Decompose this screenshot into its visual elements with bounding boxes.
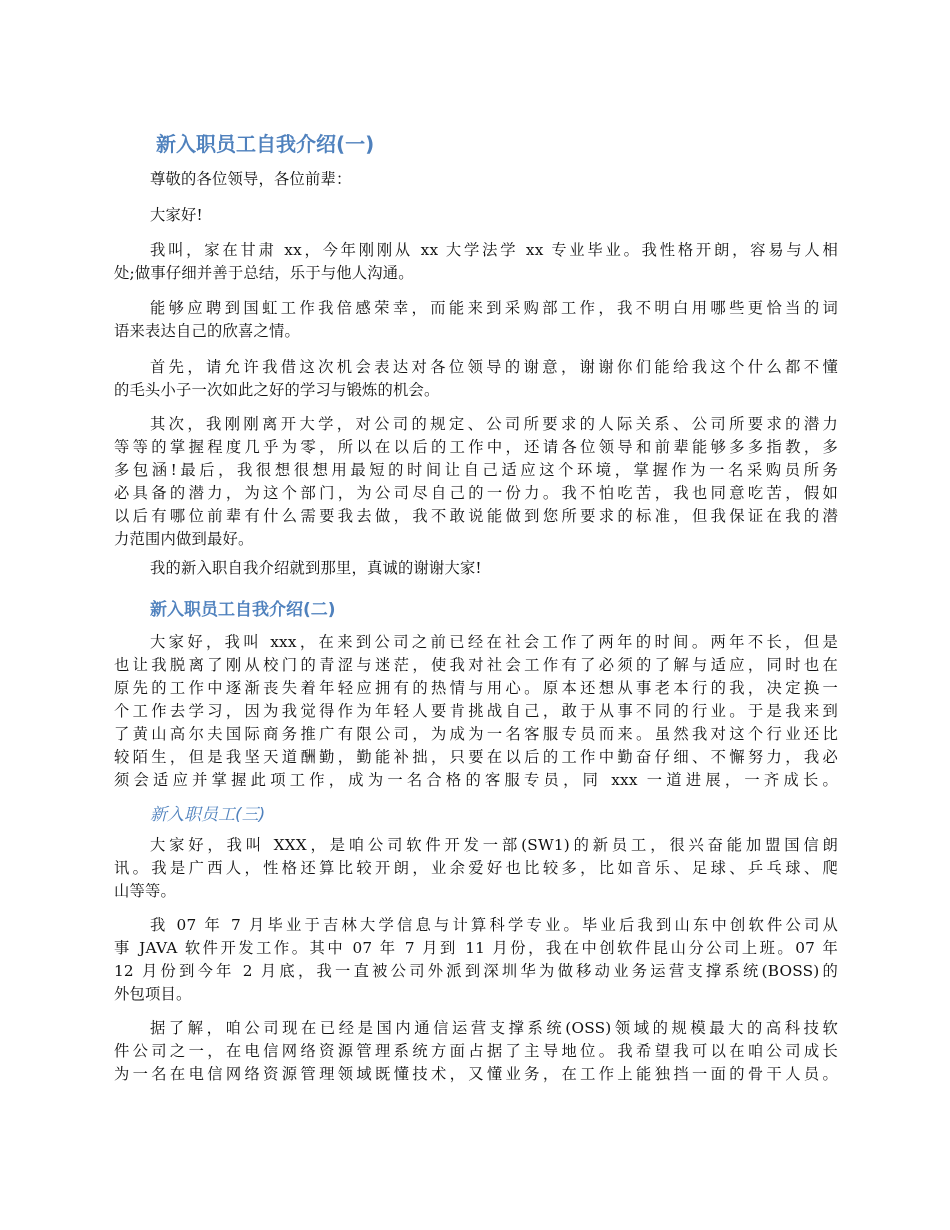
text-line: 外包项目。	[114, 985, 192, 1003]
text-line: 大家好!	[150, 206, 203, 224]
text-line: 以后有哪位前辈有什么需要我去做，我不敢说能做到您所要求的标准，但我保证在我的潜	[114, 507, 838, 525]
text-line: 我 07 年 7 月毕业于吉林大学信息与计算科学专业。毕业后我到山东中创软件公司从	[150, 916, 838, 934]
section-heading-2: 新入职员工自我介绍(二)	[150, 600, 336, 620]
text-line: 我的新入职自我介绍就到那里，真诚的谢谢大家!	[150, 559, 482, 577]
text-line: 处;做事仔细并善于总结，乐于与他人沟通。	[114, 264, 414, 282]
section-heading-3: 新入职员工(三)	[150, 805, 266, 825]
paragraph	[114, 631, 838, 792]
text-line: 力范围内做到最好。	[114, 530, 254, 548]
text-line: 个工作去学习，因为我觉得作为年轻人要肯挑战自己，敢于从事不同的行业。于是我来到	[114, 702, 838, 720]
text-line: 须会适应并掌握此项工作，成为一名合格的客服专员，同 xxx 一道进展，一齐成长。	[114, 771, 838, 789]
text-line: 大家好，我叫 xxx，在来到公司之前已经在社会工作了两年的时间。两年不长，但是	[150, 633, 838, 651]
text-line: 等等的掌握程度几乎为零，所以在以后的工作中，还请各位领导和前辈能够多多指教，多	[114, 438, 838, 456]
text-line: 也让我脱离了刚从校门的青涩与迷茫，使我对社会工作有了必须的了解与适应，同时也在	[114, 656, 838, 674]
paragraph	[114, 356, 838, 402]
paragraph	[114, 168, 838, 191]
paragraph	[114, 297, 838, 343]
text-line: 山等等。	[114, 882, 176, 900]
paragraph	[114, 557, 838, 580]
text-line: 我叫，家在甘肃 xx，今年刚刚从 xx 大学法学 xx 专业毕业。我性格开朗，容易与人相	[150, 241, 838, 259]
paragraph	[114, 1017, 838, 1086]
text-line: 件公司之一，在电信网络资源管理系统方面占据了主导地位。我希望我可以在咱公司成长	[114, 1042, 838, 1060]
text-line: 首先，请允许我借这次机会表达对各位领导的谢意，谢谢你们能给我这个什么都不懂	[150, 358, 838, 376]
paragraph	[114, 239, 838, 285]
text-line: 能够应聘到国虹工作我倍感荣幸，而能来到采购部工作，我不明白用哪些更恰当的词	[150, 299, 838, 317]
text-line: 大家好，我叫 XXX，是咱公司软件开发一部(SW1)的新员工，很兴奋能加盟国信朗	[150, 836, 838, 854]
text-line: 必具备的潜力，为这个部门，为公司尽自己的一份力。我不怕吃苦，我也同意吃苦，假如	[114, 484, 838, 502]
text-line: 据了解，咱公司现在已经是国内通信运营支撑系统(OSS)领域的规模最大的高科技软	[150, 1019, 838, 1037]
paragraph	[114, 914, 838, 1006]
text-line: 为一名在电信网络资源管理领域既懂技术，又懂业务，在工作上能独挡一面的骨干人员。	[114, 1065, 838, 1083]
text-line: 较陌生，但是我坚天道酬勤，勤能补拙，只要在以后的工作中勤奋仔细、不懈努力，我必	[114, 748, 838, 766]
text-line: 语来表达自己的欣喜之情。	[114, 322, 300, 340]
text-line: 多包涵!最后，我很想很想用最短的时间让自己适应这个环境，掌握作为一名采购员所务	[114, 461, 838, 479]
text-line: 了黄山高尔夫国际商务推广有限公司，为成为一名客服专员而来。虽然我对这个行业还比	[114, 725, 838, 743]
paragraph	[114, 413, 838, 551]
text-line: 讯。我是广西人，性格还算比较开朗，业余爱好也比较多，比如音乐、足球、乒乓球、爬	[114, 859, 838, 877]
section-heading-1: 新入职员工自我介绍(一)	[156, 132, 375, 156]
text-line: 尊敬的各位领导，各位前辈：	[150, 170, 352, 188]
text-line: 其次，我刚刚离开大学，对公司的规定、公司所要求的人际关系、公司所要求的潜力	[150, 415, 838, 433]
text-line: 事 JAVA 软件开发工作。其中 07 年 7 月到 11 月份，我在中创软件昆山分公司上班。07 年	[114, 939, 838, 957]
text-line: 12 月份到今年 2 月底，我一直被公司外派到深圳华为做移动业务运营支撑系统(BOSS)的	[114, 962, 838, 980]
text-line: 的毛头小子一次如此之好的学习与锻炼的机会。	[114, 381, 440, 399]
text-line: 原先的工作中逐渐丧失着年轻应拥有的热情与用心。原本还想从事老本行的我，决定换一	[114, 679, 838, 697]
paragraph	[114, 204, 838, 227]
paragraph	[114, 834, 838, 903]
